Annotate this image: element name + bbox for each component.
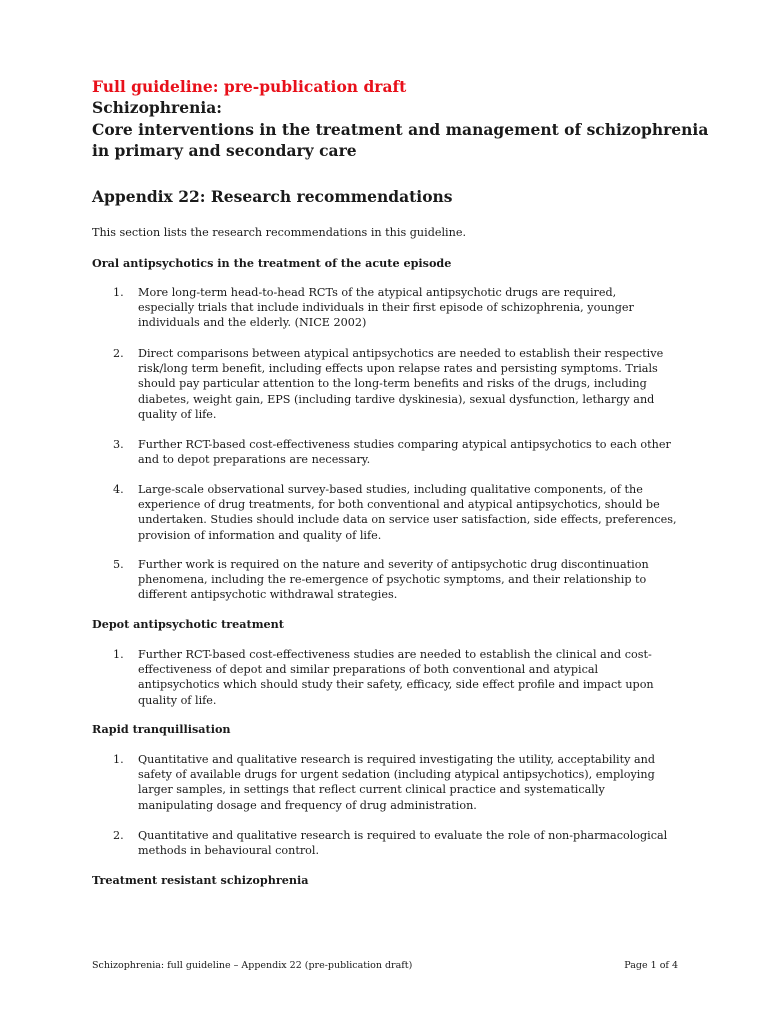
text-line: safety of available drugs for urgent sedation (including atypical antipsychotics), employing bbox=[138, 768, 655, 782]
text-line: undertaken. Studies should include data on service user satisfaction, side effects, preferences, bbox=[138, 513, 677, 527]
section-heading-depot-antipsychotic: Depot antipsychotic treatment bbox=[92, 617, 284, 631]
text-line: Large-scale observational survey-based studies, including qualitative components, of the bbox=[138, 483, 643, 496]
item-text bbox=[138, 752, 698, 813]
text-line: different antipsychotic withdrawal strategies. bbox=[138, 588, 398, 602]
title-line: Core interventions in the treatment and management of schizophrenia bbox=[92, 119, 709, 139]
footer-page-number: Page 1 of 4 bbox=[624, 960, 678, 971]
footer-document-title: Schizophrenia: full guideline – Appendix 22 (pre-publication draft) bbox=[92, 960, 413, 971]
text-line: experience of drug treatments, for both conventional and atypical antipsychotics, should be bbox=[138, 498, 660, 512]
text-line: and to depot preparations are necessary. bbox=[138, 453, 371, 467]
item-number: 1. bbox=[113, 648, 124, 661]
text-line: Quantitative and qualitative research is required to evaluate the role of non-pharmacological bbox=[138, 829, 668, 842]
item-text bbox=[138, 647, 698, 708]
draft-label: Full guideline: pre-publication draft bbox=[92, 77, 407, 96]
text-line: effectiveness of depot and similar preparations of both conventional and atypical bbox=[138, 663, 599, 677]
item-text bbox=[138, 828, 698, 858]
section-heading-oral-antipsychotics: Oral antipsychotics in the treatment of the acute episode bbox=[92, 256, 452, 270]
text-line: quality of life. bbox=[138, 407, 217, 421]
text-line: should pay particular attention to the long-term benefits and risks of the drugs, including bbox=[138, 377, 647, 391]
text-line: More long-term head-to-head RCTs of the atypical antipsychotic drugs are required, bbox=[138, 286, 617, 299]
item-number: 1. bbox=[113, 753, 124, 766]
text-line: risk/long term benefit, including effects upon relapse rates and persisting symptoms. Trials bbox=[138, 362, 658, 376]
item-text bbox=[138, 557, 698, 603]
section-heading-rapid-tranquillisation: Rapid tranquillisation bbox=[92, 722, 231, 736]
text-line: larger samples, in settings that reflect current clinical practice and systematically bbox=[138, 783, 605, 797]
item-number: 2. bbox=[113, 829, 124, 842]
text-line: manipulating dosage and frequency of drug administration. bbox=[138, 798, 477, 812]
text-line: phenomena, including the re-emergence of psychotic symptoms, and their relationship to bbox=[138, 573, 647, 587]
text-line: methods in behavioural control. bbox=[138, 844, 320, 858]
title-line: Schizophrenia: bbox=[92, 98, 222, 117]
item-number: 2. bbox=[113, 347, 124, 360]
text-line: quality of life. bbox=[138, 693, 217, 707]
section-heading-treatment-resistant: Treatment resistant schizophrenia bbox=[92, 873, 309, 887]
text-line: individuals and the elderly. (NICE 2002) bbox=[138, 316, 367, 330]
item-number: 4. bbox=[113, 483, 124, 496]
text-line: diabetes, weight gain, EPS (including tardive dyskinesia), sexual dysfunction, lethargy and bbox=[138, 392, 655, 406]
text-line: Further RCT-based cost-effectiveness studies are needed to establish the clinical and cost- bbox=[138, 648, 652, 661]
text-line: Quantitative and qualitative research is required investigating the utility, acceptability and bbox=[138, 753, 656, 766]
intro-paragraph: This section lists the research recommendations in this guideline. bbox=[92, 226, 467, 239]
text-line: Further work is required on the nature and severity of antipsychotic drug discontinuation bbox=[138, 558, 649, 571]
text-line: antipsychotics which should study their safety, efficacy, side effect profile and impact upon bbox=[138, 678, 654, 692]
text-line: especially trials that include individuals in their first episode of schizophrenia, younger bbox=[138, 301, 634, 315]
item-number: 5. bbox=[113, 558, 124, 571]
item-number: 3. bbox=[113, 438, 124, 451]
title-line: in primary and secondary care bbox=[92, 141, 357, 160]
text-line: provision of information and quality of life. bbox=[138, 528, 382, 542]
item-text bbox=[138, 437, 698, 467]
text-line: Direct comparisons between atypical antipsychotics are needed to establish their respective bbox=[138, 347, 664, 360]
item-text bbox=[138, 285, 698, 331]
appendix-title: Appendix 22: Research recommendations bbox=[92, 187, 453, 206]
item-text bbox=[138, 482, 698, 543]
guideline-title bbox=[92, 97, 712, 162]
item-text bbox=[138, 346, 698, 422]
item-number: 1. bbox=[113, 286, 124, 299]
text-line: Further RCT-based cost-effectiveness studies comparing atypical antipsychotics to each other bbox=[138, 438, 671, 451]
